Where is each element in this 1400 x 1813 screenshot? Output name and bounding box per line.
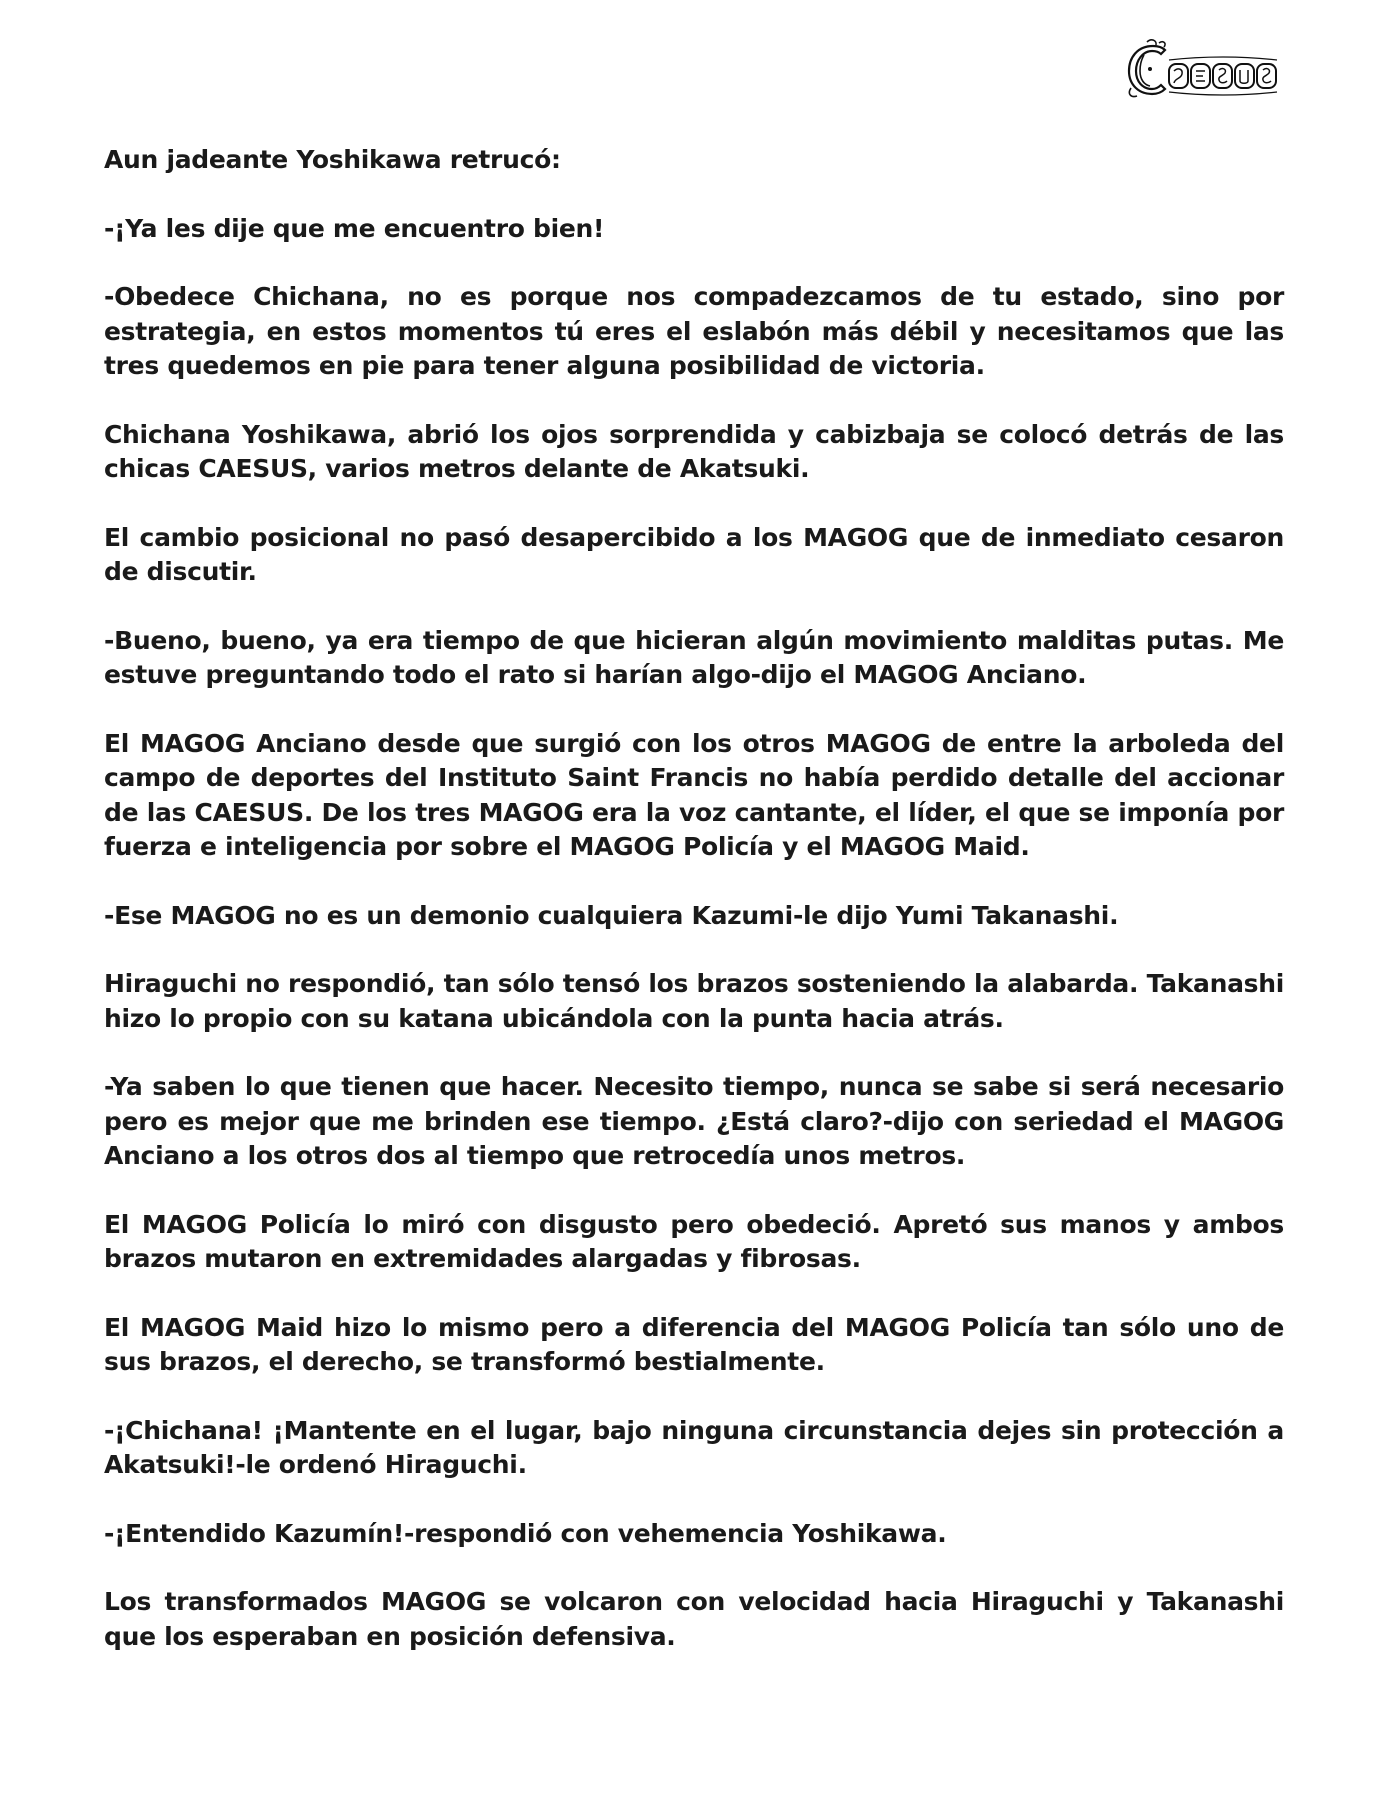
paragraph: El MAGOG Anciano desde que surgió con los otros MAGOG de entre la arboleda del campo de deportes del Instituto Saint Francis no había perdido detalle del accionar de las CAESUS. De los tres MAGOG era la voz cantante, el líder, el que se imponía por fuerza e inteligencia por sobre el MAGOG Policía y el MAGOG Maid.	[104, 728, 1284, 861]
paragraph: -Ese MAGOG no es un demonio cualquiera Kazumi-le dijo Yumi Takanashi.	[104, 900, 1119, 930]
paragraph: El cambio posicional no pasó desapercibido a los MAGOG que de inmediato cesaron de discutir.	[104, 522, 1284, 586]
paragraph: -¡Ya les dije que me encuentro bien!	[104, 213, 605, 243]
paragraph: -Bueno, bueno, ya era tiempo de que hicieran algún movimiento malditas putas. Me estuve preguntando todo el rato si harían algo-dijo el MAGOG Anciano.	[104, 625, 1284, 689]
paragraph: -Obedece Chichana, no es porque nos compadezcamos de tu estado, sino por estrategia, en estos momentos tú eres el eslabón más débil y necesitamos que las tres quedemos en pie para tener alguna posibilidad de victoria.	[104, 282, 1284, 380]
paragraph: El MAGOG Maid hizo lo mismo pero a diferencia del MAGOG Policía tan sólo uno de sus brazos, el derecho, se transformó bestialmente.	[104, 1312, 1284, 1376]
story-text	[104, 143, 1284, 1688]
paragraph: Los transformados MAGOG se volcaron con velocidad hacia Hiraguchi y Takanashi que los esperaban en posición defensiva.	[104, 1587, 1284, 1651]
paragraph: -¡Chichana! ¡Mantente en el lugar, bajo ninguna circunstancia dejes sin protección a Akatsuki!-le ordenó Hiraguchi.	[104, 1415, 1284, 1479]
paragraph: -Ya saben lo que tienen que hacer. Necesito tiempo, nunca se sabe si será necesario pero es mejor que me brinden ese tiempo. ¿Está claro?-dijo con seriedad el MAGOG Anciano a los otros dos al tiempo que retrocedía unos metros.	[104, 1072, 1284, 1170]
paragraph: Chichana Yoshikawa, abrió los ojos sorprendida y cabizbaja se colocó detrás de las chicas CAESUS, varios metros delante de Akatsuki.	[104, 419, 1284, 483]
paragraph: El MAGOG Policía lo miró con disgusto pero obedeció. Apretó sus manos y ambos brazos mutaron en extremidades alargadas y fibrosas.	[104, 1209, 1284, 1273]
paragraph: Aun jadeante Yoshikawa retrucó:	[104, 145, 561, 174]
caesus-logo	[1123, 38, 1283, 100]
paragraph: Hiraguchi no respondió, tan sólo tensó los brazos sosteniendo la alabarda. Takanashi hizo lo propio con su katana ubicándola con la punta hacia atrás.	[104, 969, 1285, 1033]
paragraph: -¡Entendido Kazumín!-respondió con vehemencia Yoshikawa.	[104, 1518, 947, 1548]
